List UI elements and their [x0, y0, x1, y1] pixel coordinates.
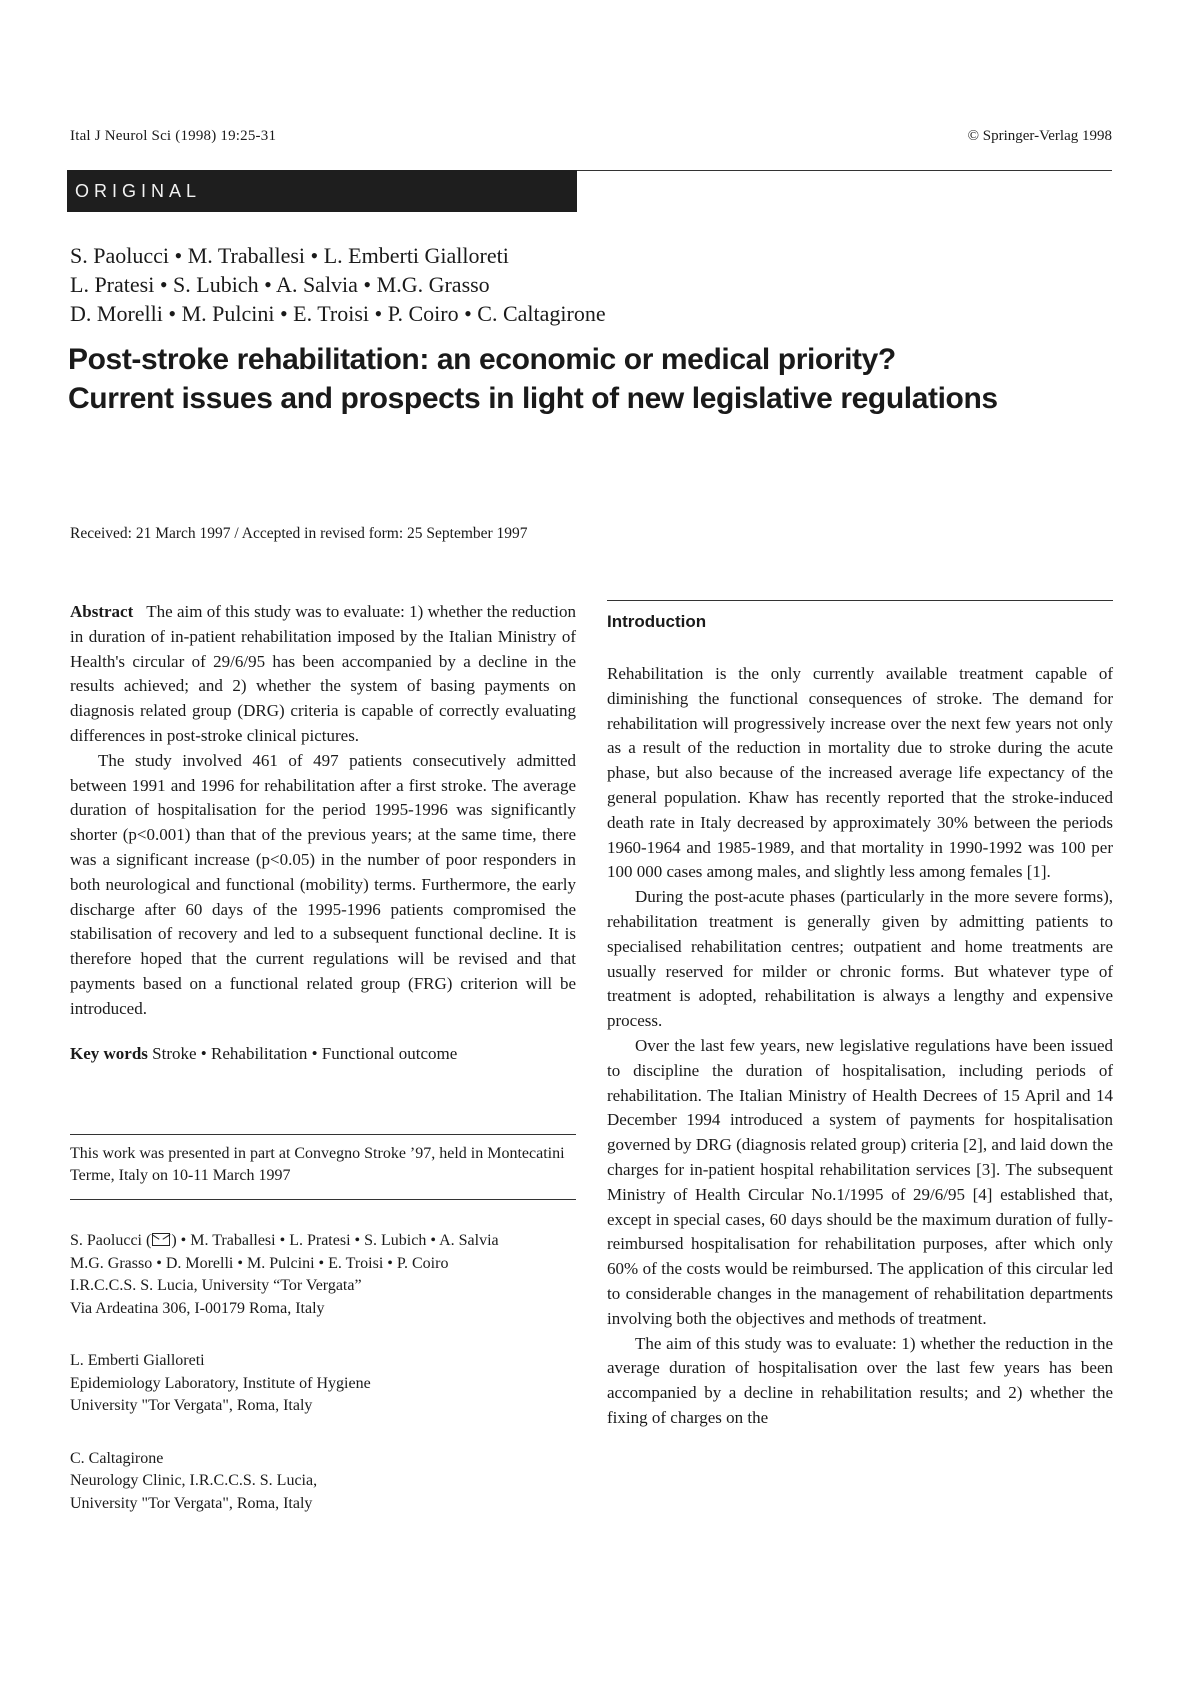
coauthors: • M. Traballesi • L. Pratesi • S. Lubich • A. Salvia [180, 1232, 499, 1250]
header-rule [577, 170, 1112, 171]
address-line: Via Ardeatina 306, I-00179 Roma, Italy [70, 1299, 325, 1317]
address-line [70, 1230, 576, 1253]
address-line: L. Emberti Gialloreti [70, 1352, 205, 1370]
keywords-label: Key words [70, 1043, 148, 1063]
keywords-text: Stroke • Rehabilitation • Functional outcome [152, 1043, 458, 1063]
presentation-note: This work was presented in part at Convegno Stroke ’97, held in Montecatini Terme, Italy on 10-11 March 1997 [70, 1134, 576, 1200]
intro-paragraph-3: Over the last few years, new legislative regulations have been issued to discipline the duration of hospitalisation, including periods of rehabilitation. The Italian Ministry of Health Decrees of 15 April and 14 December 1994 introduced a system of payments for hospitalisation governed by DRG (diagnosis related group) criteria [2], and laid down the charges for in-patient hospital rehabilitation services [3]. The subsequent Ministry of Health Circular No.1/1995 of 29/6/95 [4] established that, except in special cases, 60 days should be the maximum duration of fully-reimbursed hospitalisation for rehabilitation purposes, after which only 60% of the costs would be reimbursed. The application of this circular led to considerable changes in the management of rehabilitation departments involving both the objectives and methods of treatment. [607, 1035, 1113, 1328]
author-line: L. Pratesi • S. Lubich • A. Salvia • M.G. Grasso [70, 272, 490, 297]
address-block-3 [70, 1448, 576, 1516]
section-rule [607, 600, 1113, 601]
keywords [70, 1042, 576, 1067]
abstract-paragraph [70, 600, 576, 749]
envelope-icon [152, 1233, 170, 1246]
article-type-banner: ORIGINAL [67, 170, 577, 212]
corresponding-author: S. Paolucci [70, 1232, 142, 1250]
left-column [70, 600, 576, 1515]
address-line: Epidemiology Laboratory, Institute of Hygiene [70, 1374, 371, 1392]
author-line: D. Morelli • M. Pulcini • E. Troisi • P. Coiro • C. Caltagirone [70, 301, 606, 326]
title-line: Current issues and prospects in light of new legislative regulations [68, 382, 998, 415]
abstract-label: Abstract [70, 602, 134, 621]
received-dates: Received: 21 March 1997 / Accepted in revised form: 25 September 1997 [70, 525, 528, 542]
intro-paragraph-4: The aim of this study was to evaluate: 1) whether the reduction in the average duration of hospitalisation over the last few years has been accompanied by a decline in rehabilitation results; and 2) whether the fixing of charges on the [607, 1333, 1113, 1427]
right-column [607, 600, 1113, 1431]
article-title [68, 340, 1128, 418]
address-block-1 [70, 1230, 576, 1320]
close-paren: ) [171, 1232, 177, 1250]
address-line: C. Caltagirone [70, 1449, 164, 1467]
address-line: I.R.C.C.S. S. Lucia, University “Tor Vergata” [70, 1277, 362, 1295]
journal-reference: Ital J Neurol Sci (1998) 19:25-31 [70, 128, 277, 144]
abstract-paragraph-2: The study involved 461 of 497 patients consecutively admitted between 1991 and 1996 for rehabilitation after a first stroke. The average duration of hospitalisation for the period 1995-1996 was significantly shorter (p<0.001) than that of the previous years; at the same time, there was a significant increase (p<0.05) in the number of poor responders in both neurological and functional (mobility) terms. Furthermore, the early discharge after 60 days of the 1995-1996 patients compromised the stabilisation of recovery and led to a subsequent functional decline. It is therefore hoped that the current regulations will be revised and that payments based on a functional related group (FRG) criterion will be introduced. [70, 750, 576, 1018]
address-line: Neurology Clinic, I.R.C.C.S. S. Lucia, [70, 1472, 318, 1490]
open-paren: ( [146, 1232, 152, 1250]
author-list [70, 241, 606, 328]
address-line: University "Tor Vergata", Roma, Italy [70, 1397, 313, 1415]
address-line: M.G. Grasso • D. Morelli • M. Pulcini • E. Troisi • P. Coiro [70, 1254, 449, 1272]
abstract-text: The aim of this study was to evaluate: 1) whether the reduction in duration of in-patient rehabilitation imposed by the Italian Ministry of Health's circular of 29/6/95 has been accompanied by a decline in the results achieved; and 2) whether the system of basing payments on diagnosis related group (DRG) criteria is capable of correctly evaluating differences in post-stroke clinical pictures. [70, 602, 576, 745]
address-line: University "Tor Vergata", Roma, Italy [70, 1494, 313, 1512]
introduction-heading: Introduction [607, 612, 707, 631]
copyright-notice: © Springer-Verlag 1998 [967, 128, 1112, 144]
author-line: S. Paolucci • M. Traballesi • L. Emberti Gialloreti [70, 243, 509, 268]
intro-paragraph-1: Rehabilitation is the only currently available treatment capable of diminishing the functional consequences of stroke. The demand for rehabilitation will progressively increase over the next few years not only as a result of the reduction in mortality due to stroke during the acute phase, but also because of the increased average life expectancy of the general population. Khaw has recently reported that the stroke-induced death rate in Italy decreased by approximately 30% between the periods 1960-1964 and 1985-1989, and that mortality in 1990-1992 was 100 per 100 000 cases among males, and slightly less among females [1]. [607, 664, 1113, 882]
title-line: Post-stroke rehabilitation: an economic or medical priority? [68, 343, 896, 376]
intro-paragraph-2: During the post-acute phases (particularly in the more severe forms), rehabilitation treatment is generally given by admitting patients to specialised rehabilitation centres; outpatient and home treatments are usually reserved for milder or chronic forms. But whatever type of treatment is adopted, rehabilitation is always a lengthy and expensive process. [607, 887, 1113, 1031]
address-block-2 [70, 1350, 576, 1418]
